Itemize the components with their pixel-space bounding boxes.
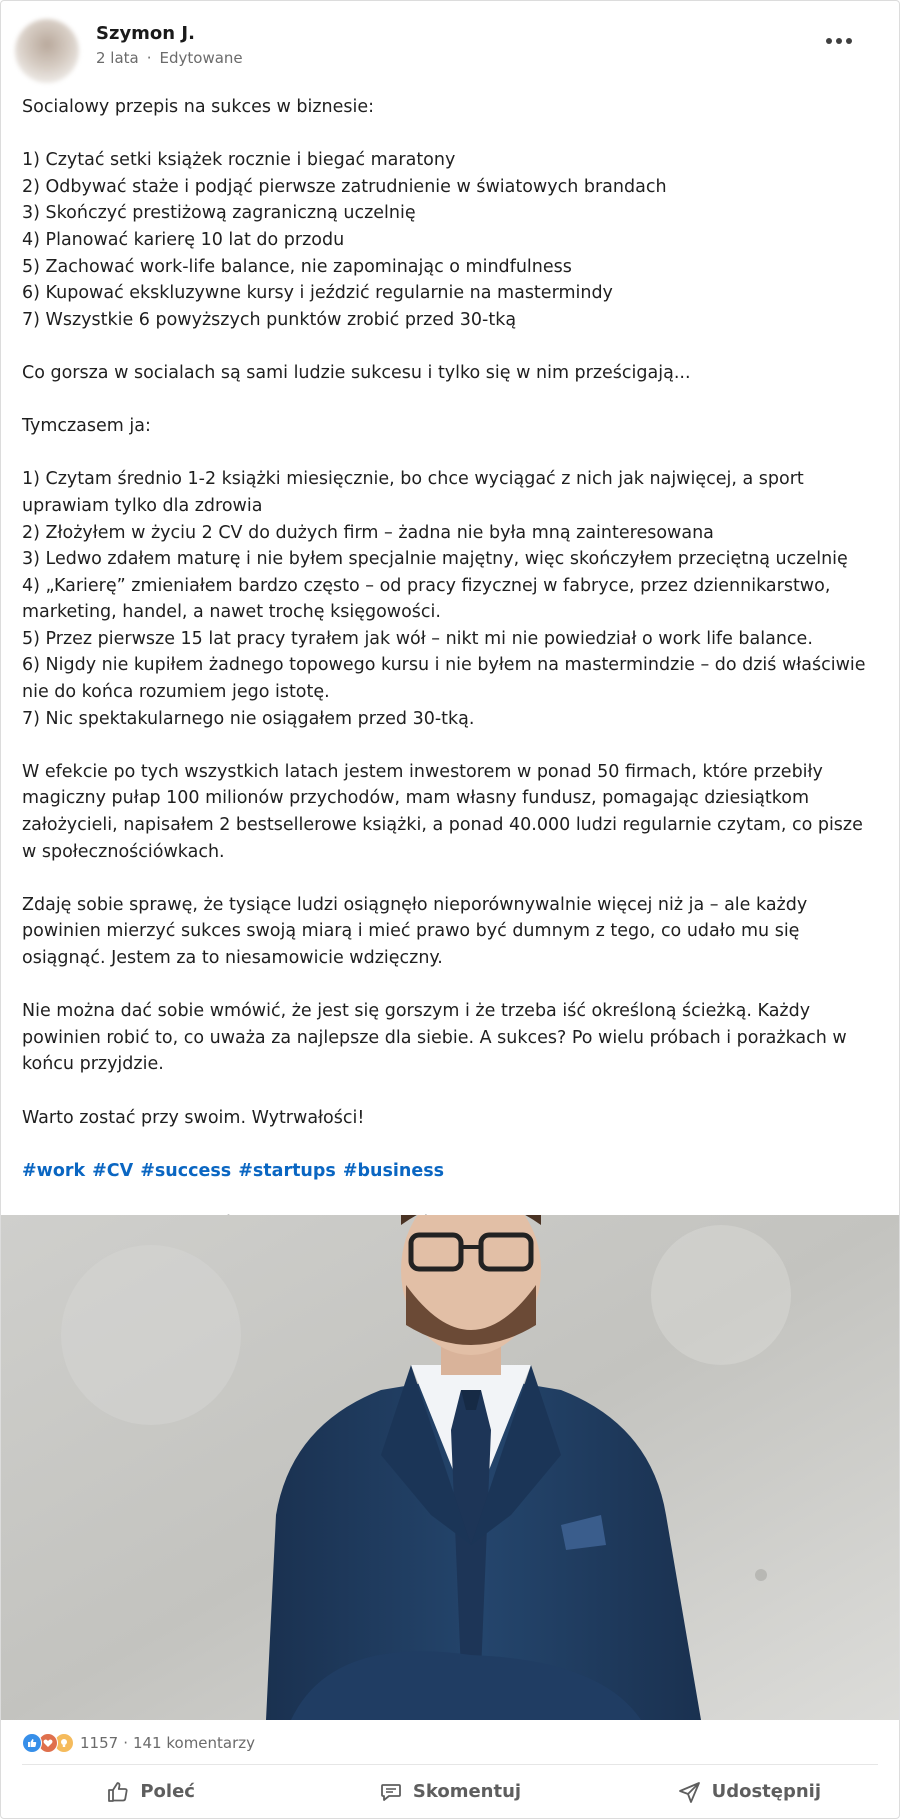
comment-button[interactable] xyxy=(300,1765,599,1818)
reaction-count[interactable]: 1157 xyxy=(80,1734,119,1752)
like-icon[interactable] xyxy=(22,1733,42,1753)
post-line: 6) Kupować ekskluzywne kursy i jeździć regularnie na mastermindy xyxy=(22,283,613,304)
reaction-separator: · xyxy=(123,1734,128,1752)
post-body xyxy=(22,94,882,1264)
spacer xyxy=(22,121,882,148)
hashtag-link[interactable]: #success xyxy=(140,1160,232,1181)
post-line: Nie można dać sobie wmówić, że jest się gorszym i że trzeba iść określoną ścieżką. Każdy powinien robić to, co uważa za najlepsze dla siebie. A sukces? Po wielu próbach i porażkach w końcu przyjdzie. xyxy=(22,1001,853,1075)
post-line: 1) Czytam średnio 1-2 książki miesięcznie, bo chce wyciągać z nich jak najwięcej, a sport uprawiam tylko dla zdrowia xyxy=(22,469,810,516)
post-image[interactable] xyxy=(1,1215,899,1720)
spacer xyxy=(22,1184,882,1211)
post-line: Warto zostać przy swoim. Wytrwałości! xyxy=(22,1107,365,1128)
spacer xyxy=(22,972,882,999)
post-line: 1) Czytać setki książek rocznie i biegać maratony xyxy=(22,150,456,171)
author-name[interactable]: Szymon J. xyxy=(96,23,195,44)
hashtag-link[interactable]: #startups xyxy=(238,1160,336,1181)
post-line: 5) Przez pierwsze 15 lat pracy tyrałem jak wół – nikt mi nie powiedział o work life balance. xyxy=(22,628,813,649)
post-line: 4) Planować karierę 10 lat do przodu xyxy=(22,229,345,250)
post-meta xyxy=(96,49,243,67)
more-dot-icon xyxy=(836,38,842,44)
share-button[interactable] xyxy=(600,1765,899,1818)
meta-separator: · xyxy=(146,49,152,67)
post-header xyxy=(1,1,899,96)
spacer xyxy=(22,440,882,467)
post-line: 4) „Karierę” zmieniałem bardzo często – od pracy fizycznej w fabryce, przez dziennikarstwo, marketing, handel, a nawet trochę księgowości. xyxy=(22,575,836,623)
avatar[interactable] xyxy=(15,19,79,83)
hashtag-link[interactable]: #business xyxy=(342,1160,445,1181)
spacer xyxy=(22,865,882,892)
post-line: Co gorsza w socialach są sami ludzie sukcesu i tylko się w nim prześcigają... xyxy=(22,362,691,383)
hashtags xyxy=(22,1158,882,1185)
post-line: 3) Ledwo zdałem maturę i nie byłem specjalnie majętny, więc skończyłem przeciętną uczelnię xyxy=(22,549,848,570)
spacer xyxy=(22,1131,882,1158)
spacer xyxy=(22,387,882,414)
edited-label: Edytowane xyxy=(159,49,243,67)
post-lines xyxy=(22,94,882,1158)
hashtag-link[interactable]: #CV xyxy=(92,1160,134,1181)
send-icon xyxy=(678,1780,702,1804)
more-dot-icon xyxy=(846,38,852,44)
hashtag-link[interactable]: #work xyxy=(22,1160,86,1181)
reactions-bar xyxy=(22,1731,255,1755)
post-line: Socialowy przepis na sukces w biznesie: xyxy=(22,97,375,117)
more-dot-icon xyxy=(826,38,832,44)
post-line: 5) Zachować work-life balance, nie zapominając o mindfulness xyxy=(22,256,572,277)
like-button[interactable] xyxy=(1,1765,300,1818)
post-line: 3) Skończyć prestiżową zagraniczną uczelnię xyxy=(22,203,416,224)
spacer xyxy=(22,732,882,759)
post-line: 7) Wszystkie 6 powyższych punktów zrobić przed 30-tką xyxy=(22,309,517,330)
post-line: 2) Złożyłem w życiu 2 CV do dużych firm – żadna nie była mną zainteresowana xyxy=(22,522,714,543)
like-label: Poleć xyxy=(140,1781,195,1802)
post-line: 2) Odbywać staże i podjąć pierwsze zatrudnienie w światowych brandach xyxy=(22,176,667,197)
thumbs-up-icon xyxy=(106,1780,130,1804)
spacer xyxy=(22,333,882,360)
comment-label: Skomentuj xyxy=(412,1781,522,1802)
action-bar xyxy=(1,1765,899,1818)
comment-icon xyxy=(379,1780,403,1804)
post-line: W efekcie po tych wszystkich latach jestem inwestorem w ponad 50 firmach, które przebiły magiczny pułap 100 milionów przychodów, mam własny fundusz, pomagając dziesiątkom założycieli, napisałem 2 bestsellerowe książki, a ponad 40.000 ludzi regularnie czytam, co pisze w społecznościówkach. xyxy=(22,761,869,862)
post-line: Zdaję sobie sprawę, że tysiące ludzi osiągnęło nieporównywalnie więcej niż ja – ale każdy powinien mierzyć sukces swoją miarą i mieć prawo być dumnym z tego, co udało mu się osiągnąć. Jestem za to niesamowicie wdzięczny. xyxy=(22,894,813,968)
portrait-illustration xyxy=(1,1215,899,1720)
post-line: 7) Nic spektakularnego nie osiągałem przed 30-tką. xyxy=(22,708,475,729)
share-label: Udostępnij xyxy=(711,1781,822,1802)
comments-count[interactable]: 141 komentarzy xyxy=(132,1734,256,1752)
more-options-button[interactable] xyxy=(819,29,859,53)
post-line: 6) Nigdy nie kupiłem żadnego topowego kursu i nie byłem na mastermindzie – do dziś właściwie nie do końca rozumiem jego istotę. xyxy=(22,655,872,703)
post-line: Tymczasem ja: xyxy=(22,416,151,437)
post-time: 2 lata xyxy=(96,49,139,67)
spacer xyxy=(22,1078,882,1105)
